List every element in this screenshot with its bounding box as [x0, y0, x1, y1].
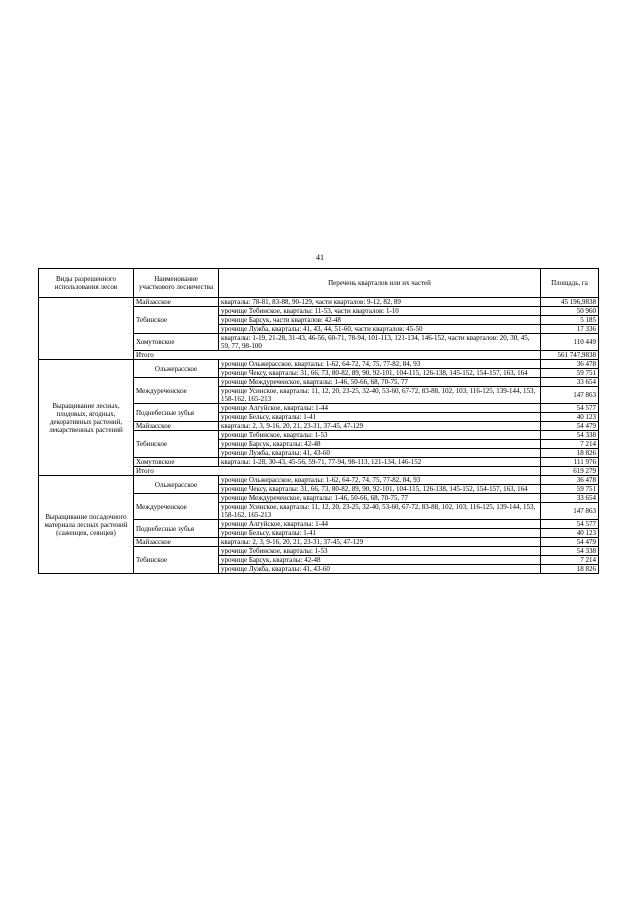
- quarters-cell: урочище Алгуйское, кварталы: 1-44: [219, 520, 541, 529]
- header-use-type: Виды разрешенного использования лесов: [39, 269, 134, 298]
- quarters-cell: урочище Лужба, кварталы: 41, 43, 44, 51-60, части кварталов: 45-50: [219, 325, 541, 334]
- quarters-cell: урочище Чексу, кварталы: 31, 66, 73, 80-82, 89, 90, 92-101, 104-115, 126-138, 145-152, 154-157, 163, 164: [219, 369, 541, 378]
- header-area: Площадь, га: [541, 269, 599, 298]
- quarters-cell: кварталы: 78-81, 83-88, 90-129, части кварталов: 9-12, 82, 89: [219, 298, 541, 307]
- area-cell: 7 214: [541, 556, 599, 565]
- use-type-cell: Выращивание лесных, плодовых, ягодных, декоративных растений, лекарственных растений: [39, 360, 134, 476]
- forestry-unit-cell: Ольжерасское: [134, 360, 219, 378]
- area-cell: 5 185: [541, 316, 599, 325]
- quarters-cell: урочище Усинское, кварталы: 11, 12, 20, 23-25, 32-40, 53-60, 67-72, 83-88, 102, 103, 116-125, 139-144, 153, 158-162, 165-213: [219, 503, 541, 520]
- area-cell: 33 654: [541, 378, 599, 387]
- total-label: Итого: [134, 351, 541, 360]
- forestry-unit-cell: Тебинское: [134, 431, 219, 458]
- area-cell: 50 960: [541, 307, 599, 316]
- quarters-cell: урочище Междуреченское, кварталы: 1-46, 50-66, 68, 70-75, 77: [219, 378, 541, 387]
- quarters-cell: урочище Алгуйское, кварталы: 1-44: [219, 404, 541, 413]
- area-cell: 40 123: [541, 413, 599, 422]
- forestry-unit-cell: Хомутовское: [134, 458, 219, 467]
- quarters-cell: кварталы: 1-19, 21-28, 31-43, 46-56, 60-71, 78-94, 101-113, 121-134, 146-152, части кварталов: 20, 30, 45, 59, 77, 98-100: [219, 334, 541, 351]
- area-cell: 40 123: [541, 529, 599, 538]
- total-area: 619 279: [541, 467, 599, 476]
- table-row: [39, 360, 599, 369]
- quarters-cell: урочище Лужба, кварталы: 41, 43-60: [219, 449, 541, 458]
- area-cell: 7 214: [541, 440, 599, 449]
- forestry-unit-cell: Тебинское: [134, 307, 219, 334]
- quarters-cell: кварталы: 1-28, 30-43, 45-56, 59-71, 77-94, 98-113, 121-134, 146-152: [219, 458, 541, 467]
- quarters-cell: урочище Тебинское, кварталы: 1-53: [219, 547, 541, 556]
- quarters-cell: урочище Барсук, кварталы: 42-48: [219, 556, 541, 565]
- quarters-cell: урочище Лужба, кварталы: 41, 43-60: [219, 565, 541, 574]
- forestry-unit-cell: Майзасское: [134, 298, 219, 307]
- quarters-cell: урочище Тебинское, кварталы: 11-53, части кварталов: 1-10: [219, 307, 541, 316]
- forestry-unit-cell: Междуреченское: [134, 494, 219, 520]
- area-cell: 110 449: [541, 334, 599, 351]
- quarters-cell: урочище Бельсу, кварталы: 1-41: [219, 529, 541, 538]
- page-number: 41: [316, 253, 324, 262]
- quarters-cell: урочище Усинское, кварталы: 11, 12, 20, 23-25, 32-40, 53-60, 67-72, 83-88, 102, 103, 116-125, 139-144, 153, 158-162, 165-213: [219, 387, 541, 404]
- forestry-unit-cell: Майзасское: [134, 422, 219, 431]
- area-cell: 33 654: [541, 494, 599, 503]
- area-cell: 59 751: [541, 485, 599, 494]
- use-type-cell: Выращивание посадочного материала лесных растений (саженцев, сеянцев): [39, 476, 134, 574]
- area-cell: 36 478: [541, 476, 599, 485]
- area-cell: 18 826: [541, 449, 599, 458]
- area-cell: 111 976: [541, 458, 599, 467]
- forestry-unit-cell: Майзасское: [134, 538, 219, 547]
- forestry-unit-cell: Поднебесные зубья: [134, 404, 219, 422]
- area-cell: 17 336: [541, 325, 599, 334]
- table-row: [39, 298, 599, 307]
- area-cell: 59 751: [541, 369, 599, 378]
- use-type-cell: [39, 298, 134, 360]
- area-cell: 54 479: [541, 422, 599, 431]
- total-label: Итого: [134, 467, 541, 476]
- quarters-cell: урочище Междуреченское, кварталы: 1-46, 50-66, 68, 70-75, 77: [219, 494, 541, 503]
- area-cell: 147 863: [541, 503, 599, 520]
- quarters-cell: урочище Барсук, кварталы: 42-48: [219, 440, 541, 449]
- forestry-unit-cell: Тебинское: [134, 547, 219, 574]
- area-cell: 18 826: [541, 565, 599, 574]
- quarters-cell: урочище Ольжерасское, кварталы: 1-62, 64-72, 74, 75, 77-82, 84, 93: [219, 476, 541, 485]
- header-quarters-list: Перечень кварталов или их частей: [219, 269, 541, 298]
- forestry-unit-cell: Междуреченское: [134, 378, 219, 404]
- quarters-cell: кварталы: 2, 3, 9-16, 20, 21, 23-31, 37-45, 47-129: [219, 422, 541, 431]
- quarters-cell: урочище Ольжерасское, кварталы: 1-62, 64-72, 74, 75, 77-82, 84, 93: [219, 360, 541, 369]
- table-header-row: [39, 269, 599, 298]
- forestry-unit-cell: Хомутовское: [134, 334, 219, 351]
- quarters-cell: кварталы: 2, 3, 9-16, 20, 21, 23-31, 37-45, 47-129: [219, 538, 541, 547]
- area-cell: 54 338: [541, 547, 599, 556]
- forestry-unit-cell: Ольжерасское: [134, 476, 219, 494]
- quarters-cell: урочище Чексу, кварталы: 31, 66, 73, 80-82, 89, 90, 92-101, 104-115, 126-138, 145-152, 154-157, 163, 164: [219, 485, 541, 494]
- area-cell: 54 338: [541, 431, 599, 440]
- header-forestry-unit: Наименование участкового лесничества: [134, 269, 219, 298]
- area-cell: 147 863: [541, 387, 599, 404]
- area-cell: 54 479: [541, 538, 599, 547]
- quarters-cell: урочище Бельсу, кварталы: 1-41: [219, 413, 541, 422]
- area-cell: 54 577: [541, 520, 599, 529]
- area-cell: 36 478: [541, 360, 599, 369]
- quarters-cell: урочище Барсук, части кварталов: 42-48: [219, 316, 541, 325]
- quarters-cell: урочище Тебинское, кварталы: 1-53: [219, 431, 541, 440]
- forest-use-table: [38, 268, 599, 574]
- forestry-unit-cell: Поднебесные зубья: [134, 520, 219, 538]
- total-area: 561 747,9838: [541, 351, 599, 360]
- table-row: [39, 476, 599, 485]
- area-cell: 45 196,9838: [541, 298, 599, 307]
- area-cell: 54 577: [541, 404, 599, 413]
